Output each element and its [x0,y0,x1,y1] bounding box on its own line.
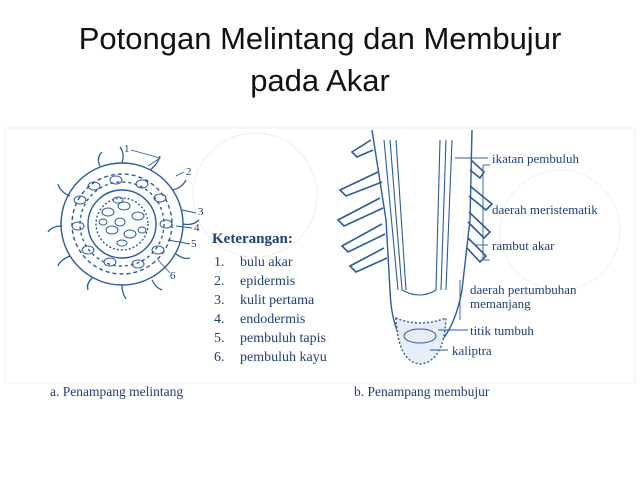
label-ikatan-pembuluh: ikatan pembuluh [492,151,580,166]
legend-item [214,255,292,271]
legend-heading: Keterangan: [212,231,293,247]
cross-label-5: 5 [191,238,197,250]
label-titik-tumbuh: titik tumbuh [470,323,534,338]
stele-ring [96,198,148,250]
slide-title [0,18,640,102]
legend-item-text: pembuluh kayu [240,350,327,365]
cross-label-1: 1 [124,143,130,155]
legend-item-number: 5. [214,331,225,346]
root-hairs-left [338,140,387,272]
title-line-2: pada Akar [250,63,390,98]
legend-item-text: endodermis [240,312,306,327]
legend-item-text: bulu akar [240,255,293,270]
label-kaliptra: kaliptra [452,343,492,358]
legend-item [214,312,305,328]
longitudinal-section-drawing [338,130,492,364]
root-wall-right [420,130,472,355]
label-memanjang: memanjang [470,296,531,311]
label-daerah-pertumbuhan: daerah pertumbuhan [470,282,577,297]
caption-penampang-membujur: b. Penampang membujur [354,384,490,399]
legend-item [214,274,295,290]
legend-item [214,331,326,347]
cortex-ring [72,174,172,274]
legend-item-number: 3. [214,293,225,308]
legend-item-number: 6. [214,350,225,365]
vascular-bundle [384,140,452,295]
legend-item [214,293,314,309]
title-line-1: Potongan Melintang dan Membujur [78,21,562,56]
label-daerah-meristematik: daerah meristematik [492,202,598,217]
label-rambut-akar: rambut akar [492,238,555,253]
cross-section-drawing [48,147,199,299]
legend-item [214,350,327,366]
legend-item-number: 2. [214,274,225,289]
legend-item-number: 1. [214,255,225,270]
root-cap [396,318,446,364]
cross-label-4: 4 [194,222,200,234]
legend-item-number: 4. [214,312,225,327]
cortex-ring-inner [80,182,164,266]
legend-item-text: kulit pertama [240,293,315,308]
cross-label-6: 6 [170,270,176,282]
endodermis-ring [88,190,156,258]
root-wall-left [372,130,420,355]
cross-label-3: 3 [198,206,204,218]
cross-label-2: 2 [186,166,192,178]
legend-item-text: pembuluh tapis [240,331,326,346]
legend-item-text: epidermis [240,274,296,289]
caption-penampang-melintang: a. Penampang melintang [50,384,184,399]
root-hairs [48,147,199,299]
